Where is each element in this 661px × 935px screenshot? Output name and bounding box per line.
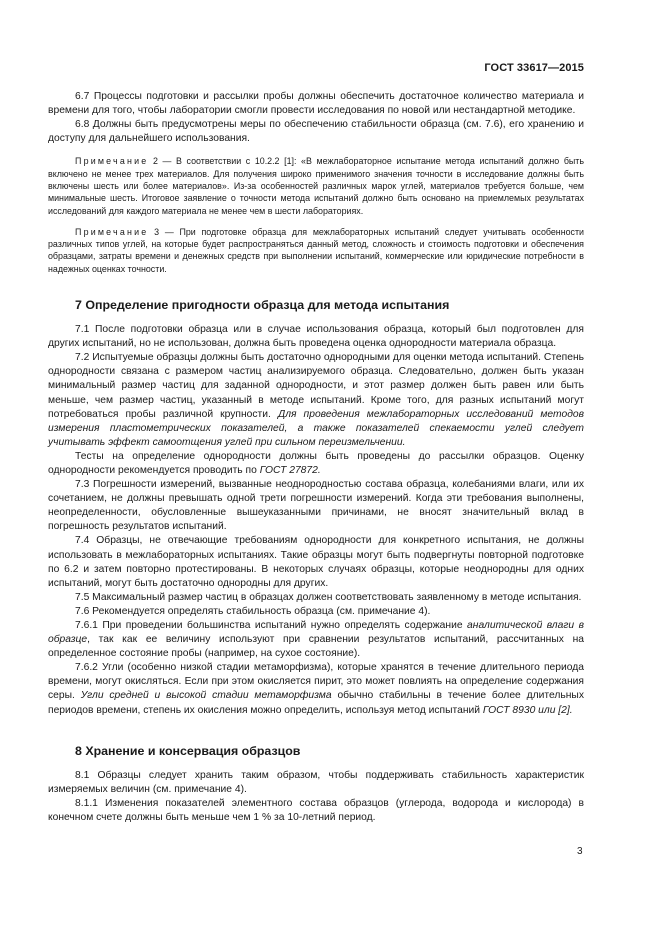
paragraph-7-2-text: 7.2 Испытуемые образцы должны быть достаточно однородными для оценки метода испытаний. Степень однородности связана с размером частиц анализируемого образца. Следовательно, должен быть указан минимальный размер частиц для заданной однородности, и этот размер должен быть равен или быть меньше, чем размер частиц, указанный в методе испытаний. Кроме того, для разных испытаний могут потребоваться пробы различной крупности. [48, 352, 584, 420]
p762-text-a: 7.6.2 Угли (особенно низкой стадии метаморфизма), которые хранятся в течение длительного периода времени, могут окисляться. Если при этом окисляется пирит, это может повлиять на определение содержания серы. [48, 662, 584, 702]
p761-text-c: , так как ее величину используют при сравнении результатов испытаний, рассчитанных на определенное состояние пробы (например, на сухое состояние). [48, 634, 584, 660]
note-2-label: Примечание [75, 156, 149, 167]
paragraph-7-1: 7.1 После подготовки образца или в случае использования образца, который был подготовлен для других испытаний, но не использован, должна быть проведена оценка однородности материала образца. [48, 324, 584, 350]
p762-italic-b: Угли средней и высокой стадии метаморфизма [80, 690, 332, 702]
p761-text-a: 7.6.1 При проведении большинства испытаний нужно определять содержание [75, 620, 468, 632]
note-3-label: Примечание [75, 226, 149, 237]
note-2 [48, 155, 584, 216]
page-content [48, 90, 584, 825]
note-2-text: 2 — В соответствии с 10.2.2 [1]: «В межлабораторное испытание метода испытаний должно быть включено не менее трех материалов. Для получения широко применимого значения точности в исследование должны быть включены шесть или более материалов». Из-за особенностей различных марок углей, материалов требуется больше, чем минимальные шесть. Итоговое заявление о точности метода испытаний должно быть основано на приемлемых результатах исследований для каждого материала не менее чем в шести лабораториях. [48, 156, 584, 216]
note-3-text: 3 — При подготовке образца для межлабораторных испытаний следует учитывать особенности различных типов углей, на которые будет распространяться данный метод, сложность и стоимость подготовки и обеспечения образцами, затраты времени и денежных средств при выполнении испытаний, коммерческие или юридические потребности в надежных оценках точности. [48, 226, 584, 274]
paragraph-7-6-1 [48, 619, 584, 661]
p762-italic-d: ГОСТ 8930 или [2]. [482, 704, 573, 716]
paragraph-7-3: 7.3 Погрешности измерений, вызванные неоднородностью состава образца, колебаниями влаги, или их сочетанием, не должны превышать одной трети погрешности измерений. Когда эти требования выполнены, неопределенности, обусловленные вышеуказанными причинами, не вносят значительный вклад в погрешность результатов испытаний. [48, 479, 584, 533]
note-3 [48, 226, 584, 275]
document-code: ГОСТ 33617—2015 [484, 62, 584, 74]
paragraph-7-5: 7.5 Максимальный размер частиц в образцах должен соответствовать заявленному в методе испытания. [75, 591, 582, 603]
paragraph-7-4: 7.4 Образцы, не отвечающие требованиям однородности для конкретного испытания, не должны использовать в межлабораторных испытаниях. Такие образцы могут быть подвергнуты повторной подготовке по 6.2 и затем повторно протестированы. В некоторых случаях образцы, которые неоднородны для одних испытаний, могут быть достаточно однородны для других. [48, 535, 584, 589]
p761-italic: аналитической влаги в образце [48, 620, 584, 646]
homogeneity-text: Тесты на определение однородности должны быть проведены до рассылки образцов. Оценку однородности рекомендуется проводить по [48, 450, 584, 476]
paragraph-6-7: 6.7 Процессы подготовки и рассылки пробы должны обеспечить достаточное количество материала и времени для того, чтобы лаборатории смогли провести исследования по новой или нестандартной методике. [48, 91, 584, 117]
paragraph-7-2-italic: Для проведения межлабораторных исследований методов измерения пластометрических показателей, а также показателей спекаемости углей следует учитывать эффект самоотщения углей при сильном переизмельчении. [48, 408, 584, 448]
section-7-heading: 7 Определение пригодности образца для метода испытания [75, 298, 450, 313]
paragraph-7-2 [48, 351, 584, 450]
section-8-heading: 8 Хранение и консервация образцов [75, 743, 301, 758]
paragraph-8-1: 8.1 Образцы следует хранить таким образом, чтобы поддерживать стабильность характеристик измеряемых величин (см. примечание 4). [48, 769, 584, 795]
page-number: 3 [577, 846, 583, 857]
paragraph-6-8: 6.8 Должны быть предусмотрены меры по обеспечению стабильности образца (см. 7.6), его хранению и доступу для дальнейшего использования. [48, 119, 584, 145]
paragraph-8-1-1: 8.1.1 Изменения показателей элементного состава образцов (углерода, водорода и кислорода) в конечном счете должны быть меньше чем 1 % за 10-летний период. [48, 797, 584, 823]
paragraph-7-6: 7.6 Рекомендуется определять стабильность образца (см. примечание 4). [75, 605, 431, 617]
homogeneity-standard-ref: ГОСТ 27872. [259, 464, 321, 476]
paragraph-homogeneity-tests [48, 450, 584, 478]
p762-text-c: обычно стабильны в течение более длительных периодов времени, степень их окисления можно определить, используя метод испытаний [48, 690, 584, 716]
paragraph-7-6-2 [48, 661, 584, 717]
